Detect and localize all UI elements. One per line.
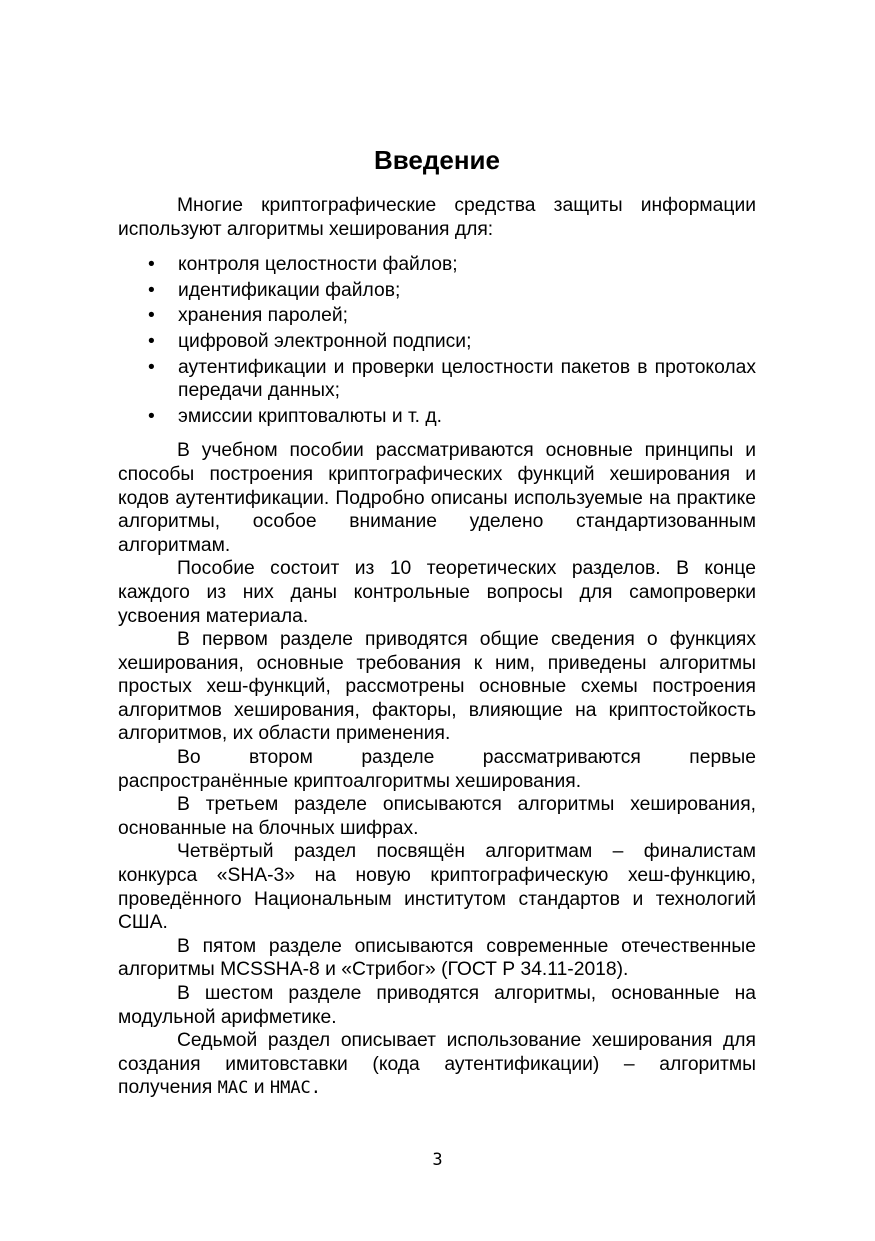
bullet-icon: •: [148, 330, 155, 352]
body-paragraph: Четвёртый раздел посвящён алгоритмам – финалистам конкурса «SHA-3» на новую криптографическую хеш-функцию, проведённого Национальным институтом стандартов и технологий США.: [118, 841, 756, 934]
body-paragraph: Во втором разделе рассматриваются первые распространённые криптоалгоритмы хеширования.: [118, 747, 756, 792]
body-paragraph: В учебном пособии рассматриваются основные принципы и способы построения криптографических функций хеширования и кодов аутентификации. Подробно описаны используемые на практике алгоритмы, особое внимание уделено стандартизованным алгоритмам.: [118, 440, 756, 556]
usage-list: [118, 253, 756, 428]
intro-paragraph: Многие криптографические средства защиты информации используют алгоритмы хеширования для:: [118, 195, 756, 240]
body-paragraph: В третьем разделе описываются алгоритмы хеширования, основанные на блочных шифрах.: [118, 794, 756, 839]
list-item: • хранения паролей;: [148, 305, 348, 327]
page-title: Введение: [374, 145, 500, 175]
body-paragraph-last: Седьмой раздел описывает использование хеширования для создания имитовставки (кода аутентификации) – алгоритмы получения MAC и HMAC.: [118, 1030, 756, 1099]
document-page: [118, 140, 756, 1101]
hmac-term: HMAC: [269, 1078, 311, 1099]
body-paragraph: В шестом разделе приводятся алгоритмы, основанные на модульной арифметике.: [118, 983, 756, 1028]
body-paragraph: Пособие состоит из 10 теоретических разделов. В конце каждого из них даны контрольные вопросы для самопроверки усвоения материала.: [118, 558, 756, 627]
bullet-icon: •: [148, 356, 155, 378]
body-paragraph: В пятом разделе описываются современные отечественные алгоритмы MCSSHA-8 и «Стрибог» (ГОСТ Р 34.11-2018).: [118, 935, 756, 981]
list-item: • идентификации файлов;: [148, 279, 401, 301]
list-item: • эмиссии криптовалюты и т. д.: [148, 405, 442, 427]
bullet-icon: •: [148, 405, 155, 427]
page-number: 3: [432, 1150, 443, 1170]
bullet-icon: •: [148, 279, 155, 301]
bullet-icon: •: [148, 305, 155, 327]
list-item: • аутентификации и проверки целостности пакетов в протоколах передачи данных;: [148, 356, 756, 402]
list-item: • цифровой электронной подписи;: [148, 330, 472, 352]
mac-term: MAC: [217, 1078, 249, 1099]
list-item: • контроля целостности файлов;: [148, 254, 458, 276]
body-paragraph: В первом разделе приводятся общие сведения о функциях хеширования, основные требования к ним, приведены алгоритмы простых хеш-функций, рассмотрены основные схемы построения алгоритмов хеширования, факторы, влияющие на криптостойкость алгоритмов, их области применения.: [118, 629, 756, 745]
bullet-icon: •: [148, 254, 155, 276]
